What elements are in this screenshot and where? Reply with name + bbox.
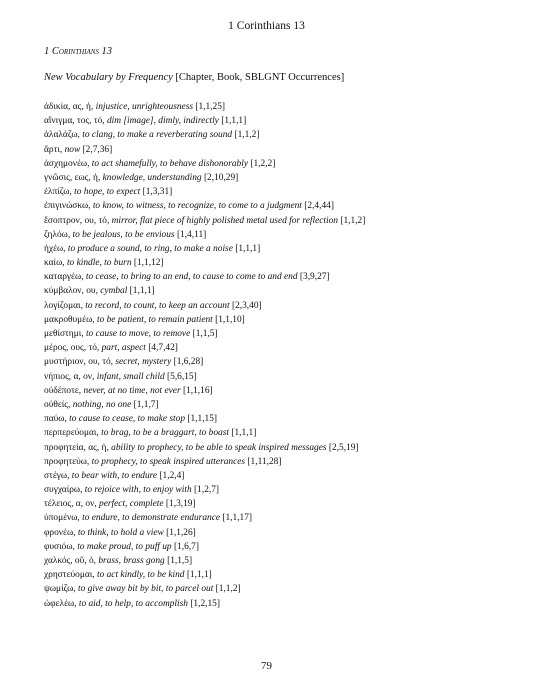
vocab-gloss: infant, small child [94, 371, 165, 382]
vocab-occurrences: [1,1,17] [220, 513, 253, 524]
vocab-lemma: ἐλπίζω, [44, 187, 72, 198]
vocab-entry [44, 582, 365, 596]
vocab-entry [44, 185, 365, 199]
vocabulary-list [44, 100, 365, 611]
vocab-occurrences: [2,10,29] [201, 172, 239, 183]
vocab-entry [44, 554, 365, 568]
vocab-gloss: to act kindly, to be kind [94, 570, 185, 581]
vocab-gloss: to brag, to be a braggart, to boast [98, 428, 229, 439]
vocab-occurrences: [1,4,11] [174, 229, 207, 240]
vocab-lemma: τέλειος, α, ον, [44, 499, 97, 510]
vocab-gloss: to endure, to demonstrate endurance [79, 513, 221, 524]
vocab-lemma: παύω, [44, 414, 67, 425]
vocab-gloss: part, aspect [99, 343, 146, 354]
vocab-occurrences: [2,3,40] [229, 300, 262, 311]
vocab-gloss: to be jealous, to be envious [70, 229, 175, 240]
vocab-lemma: στέγω, [44, 470, 70, 481]
vocab-lemma: μέρος, ους, τό, [44, 343, 100, 354]
vocab-entry [44, 143, 365, 157]
vocab-lemma: συγχαίρω, [44, 485, 83, 496]
vocab-gloss: to give away bit by bit, to parcel out [75, 584, 214, 595]
vocab-occurrences: [2,5,19] [326, 442, 359, 453]
vocab-gloss: secret, mystery [113, 357, 172, 368]
vocab-occurrences: [1,11,28] [245, 456, 282, 467]
vocab-entry [44, 313, 365, 327]
vocab-gloss: to cause to move, to remove [83, 329, 191, 339]
vocab-entry [44, 426, 365, 440]
vocab-lemma: περπερεύομαι, [44, 428, 99, 439]
vocab-lemma: ἄρτι, [44, 144, 63, 155]
vocab-entry [44, 384, 365, 398]
vocab-entry [44, 270, 365, 284]
section-title-number: 1 [44, 46, 52, 57]
vocab-occurrences: [1,1,1] [184, 570, 212, 581]
vocab-lemma: ὠφελέω, [44, 598, 77, 609]
vocab-entry [44, 455, 365, 469]
vocab-entry [44, 469, 365, 483]
vocab-gloss: knowledge, understanding [100, 172, 202, 183]
vocab-lemma: χαλκός, οῦ, ὁ, [44, 556, 96, 566]
vocab-occurrences: [1,2,15] [187, 598, 220, 609]
vocab-lemma: μυστήριον, ου, τό, [44, 357, 114, 368]
vocab-occurrences: [1,1,16] [180, 385, 213, 396]
running-head: 1 Corinthians 13 [228, 20, 305, 32]
vocab-entry [44, 568, 365, 582]
vocab-gloss: ability to prophecy, to be able to speak inspired messages [108, 442, 327, 453]
vocab-occurrences: [1,2,7] [191, 485, 220, 496]
vocab-entry [44, 441, 365, 455]
vocab-occurrences: [1,1,2] [232, 130, 260, 141]
vocab-occurrences: [4,7,42] [145, 343, 178, 354]
vocab-occurrences: [1,1,1] [232, 243, 261, 254]
vocab-entry [44, 199, 365, 213]
vocab-lemma: κύμβαλον, ου, [44, 286, 98, 297]
vocab-occurrences: [1,1,15] [185, 414, 218, 425]
vocab-lemma: ψωμίζω, [44, 584, 76, 595]
vocab-gloss: to think, to hold a view [75, 527, 164, 538]
vocab-lemma: χρηστεύομαι, [44, 570, 95, 581]
vocab-occurrences: [1,3,19] [163, 499, 196, 510]
vocab-gloss: now [62, 144, 81, 155]
vocab-entry [44, 526, 365, 540]
vocab-lemma: νήπιος, α, ον, [44, 371, 95, 382]
vocab-lemma: ἀσχημονέω, [44, 158, 90, 169]
vocab-entry [44, 228, 365, 242]
vocab-entry [44, 327, 365, 341]
vocab-entry [44, 597, 365, 611]
vocab-gloss: to cause to cease, to make stop [66, 414, 186, 425]
vocab-occurrences: [1,2,4] [157, 470, 185, 481]
vocab-occurrences: [1,1,25] [193, 102, 226, 112]
vocab-occurrences: [1,6,7] [171, 541, 199, 552]
vocab-lemma: προφητεία, ας, ἡ, [44, 442, 109, 453]
vocab-occurrences: [1,6,28] [171, 357, 204, 368]
vocab-lemma: ἠχέω, [44, 243, 66, 254]
vocab-occurrences: [1,1,2] [213, 584, 241, 595]
vocab-lemma: φυσιόω, [44, 541, 75, 552]
vocab-lemma: καίω, [44, 258, 65, 269]
vocab-entry [44, 171, 365, 185]
vocab-occurrences: [1,1,5] [190, 329, 218, 339]
vocab-lemma: αἴνιγμα, τος, τό, [44, 116, 105, 127]
vocab-lemma: γνῶσις, εως, ἡ, [44, 172, 101, 183]
vocab-gloss: perfect, complete [96, 499, 164, 510]
vocab-entry [44, 540, 365, 554]
vocab-occurrences: [1,1,1] [218, 116, 247, 127]
vocab-lemma: οὐδέποτε, [44, 385, 82, 396]
vocab-lemma: μακροθυμέω, [44, 314, 95, 325]
vocab-lemma: ἀλαλάζω, [44, 130, 80, 141]
vocab-entry [44, 214, 365, 228]
vocab-gloss: to prophecy, to speak inspired utterances [89, 456, 246, 467]
vocab-gloss: nothing, no one [70, 399, 132, 410]
vocab-entry [44, 256, 365, 270]
vocab-gloss: to clang, to make a reverberating sound [79, 130, 233, 141]
vocab-entry [44, 157, 365, 171]
vocab-gloss: to know, to witness, to recognize, to come to a judgment [90, 201, 302, 212]
vocab-gloss: to be patient, to remain patient [94, 314, 213, 325]
vocab-lemma: μεθίστημι, [44, 329, 84, 339]
page-number: 79 [261, 660, 272, 672]
vocab-entry [44, 412, 365, 426]
vocab-gloss: mirror, flat piece of highly polished metal used for reflection [109, 215, 338, 226]
subtitle-heading: New Vocabulary by Frequency [44, 72, 173, 83]
vocab-entry [44, 284, 365, 298]
vocab-gloss: to kindle, to burn [64, 258, 132, 269]
vocab-entry [44, 242, 365, 256]
vocab-gloss: to act shamefully, to behave dishonorably [89, 158, 249, 169]
vocab-occurrences: [1,1,7] [131, 399, 159, 410]
subtitle-legend: [Chapter, Book, SBLGNT Occurrences] [172, 72, 345, 83]
vocab-gloss: to bear with, to endure [69, 470, 158, 481]
vocab-lemma: οὐθείς, [44, 399, 71, 410]
vocab-lemma: ζηλόω, [44, 229, 71, 240]
vocab-gloss: injustice, unrighteousness [93, 102, 193, 112]
vocab-gloss: to produce a sound, to ring, to make a noise [65, 243, 233, 254]
vocab-occurrences: [1,1,2] [338, 215, 366, 226]
vocab-entry [44, 483, 365, 497]
vocab-occurrences: [3,9,27] [297, 272, 330, 283]
vocab-lemma: λογίζομαι, [44, 300, 83, 311]
vocab-gloss: brass, brass gong [95, 556, 165, 566]
vocab-lemma: φρονέω, [44, 527, 76, 538]
vocab-occurrences: [1,1,10] [212, 314, 245, 325]
vocab-entry [44, 128, 365, 142]
vocab-occurrences: [2,7,36] [80, 144, 113, 155]
vocab-entry [44, 497, 365, 511]
vocab-lemma: ἐπιγινώσκω, [44, 201, 91, 212]
vocab-occurrences: [1,1,26] [163, 527, 196, 538]
vocab-gloss: cymbal [97, 286, 128, 297]
vocab-entry [44, 100, 365, 114]
vocab-entry [44, 341, 365, 355]
vocab-entry [44, 299, 365, 313]
vocab-entry [44, 114, 365, 128]
vocabulary-subtitle [44, 72, 344, 83]
vocab-gloss: to hope, to expect [71, 187, 141, 198]
vocab-gloss: dim [image], dimly, indirectly [104, 116, 219, 127]
vocab-gloss: to aid, to help, to accomplish [76, 598, 188, 609]
vocab-gloss: never, at no time, not ever [81, 385, 181, 396]
vocab-occurrences: [1,1,12] [131, 258, 164, 269]
vocab-occurrences: [2,4,44] [301, 201, 334, 212]
vocab-occurrences: [1,3,31] [140, 187, 173, 198]
vocab-lemma: ἀδικία, ας, ἡ, [44, 102, 94, 112]
vocab-occurrences: [1,2,2] [248, 158, 276, 169]
vocab-gloss: to rejoice with, to enjoy with [82, 485, 192, 496]
section-title-name: Corinthians 13 [51, 46, 113, 57]
vocab-occurrences: [1,1,1] [127, 286, 155, 297]
vocab-gloss: to make proud, to puff up [74, 541, 172, 552]
vocab-gloss: to record, to count, to keep an account [82, 300, 230, 311]
vocab-lemma: προφητεύω, [44, 456, 90, 467]
section-title [44, 46, 112, 57]
vocab-occurrences: [1,1,1] [229, 428, 257, 439]
vocab-occurrences: [1,1,5] [164, 556, 193, 566]
vocab-entry [44, 511, 365, 525]
vocab-entry [44, 370, 365, 384]
vocab-entry [44, 398, 365, 412]
vocab-lemma: ἔσοπτρον, ου, τό, [44, 215, 110, 226]
vocab-occurrences: [5,6,15] [164, 371, 197, 382]
vocab-entry [44, 355, 365, 369]
vocab-lemma: καταργέω, [44, 272, 84, 283]
vocab-lemma: ὑπομένω, [44, 513, 80, 524]
vocab-gloss: to cease, to bring to an end, to cause to come to and end [83, 272, 298, 283]
